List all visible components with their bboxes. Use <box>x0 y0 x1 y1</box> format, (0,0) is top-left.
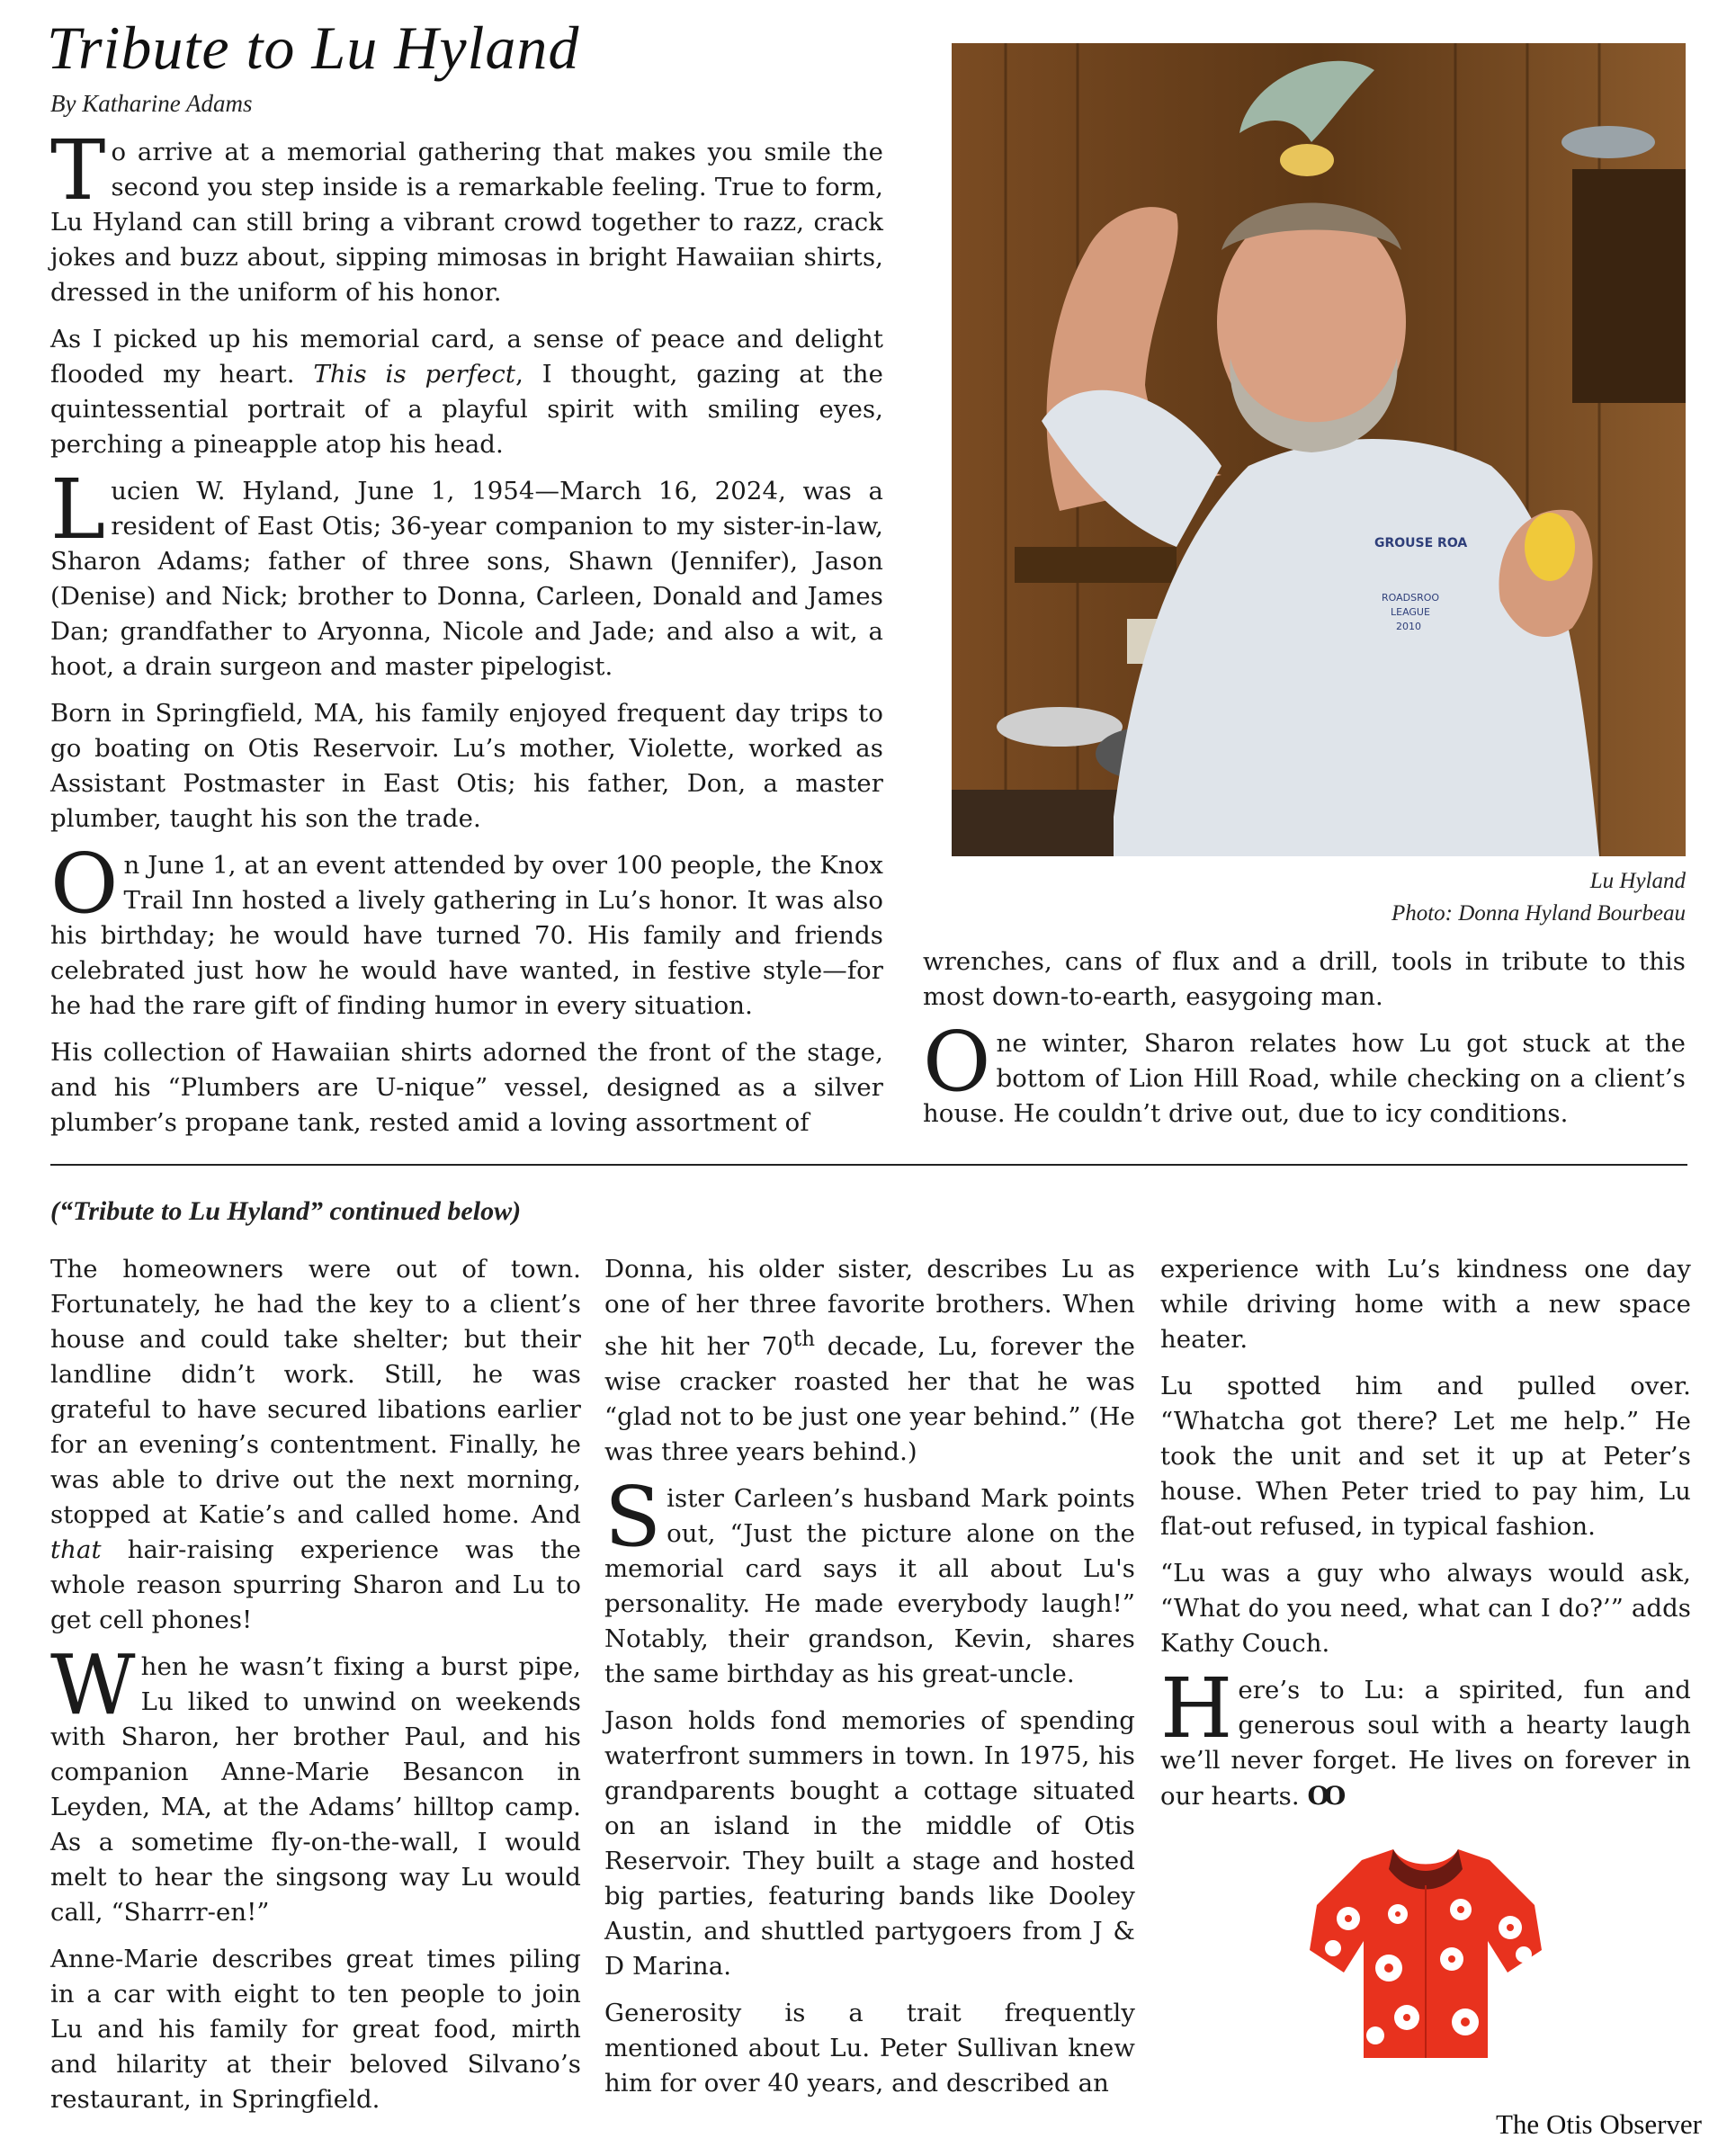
tshirt-print-text: LEAGUE <box>1391 606 1430 618</box>
photo-lu-hyland <box>952 43 1686 856</box>
drop-cap: O <box>923 1014 991 1110</box>
italic-text: This is perfect <box>313 360 516 389</box>
drop-cap: S <box>604 1469 662 1566</box>
hawaiian-shirt-icon <box>1308 1842 1544 2067</box>
article-column-3 <box>1160 1252 1691 1826</box>
drop-cap: H <box>1160 1660 1233 1757</box>
paragraph: Anne-Marie describes great times piling in a car with eight to ten people to join Lu and his family for great food, mirth and hilarity at their beloved Silvano’s restaurant, in Springfield. <box>50 1945 581 2114</box>
paragraph: Jason holds fond memories of spending waterfront summers in town. In 1975, his grandparents bought a cottage situated on an island in the middle of Otis Reservoir. They built a stage and hosted big parties, featuring bands like Dooley Austin, and shuttled partygoers from J & D Marina. <box>604 1706 1135 1982</box>
article-title: Tribute to Lu Hyland <box>47 13 580 82</box>
article-column-1 <box>50 1252 581 2129</box>
paragraph: experience with Lu’s kindness one day while driving home with a new space heater. <box>1160 1255 1691 1354</box>
drop-cap: T <box>50 122 106 219</box>
paragraph: Lucien W. Hyland, June 1, 1954—March 16, 2024, was a resident of East Otis; 36-year companion to my sister-in-law, Sharon Adams; father of three sons, Shawn (Jennifer), Jason (Denise) and Nick; brother to Donna, Carleen, Donald and James Dan; grandfather to Aryonna, Nicole and Jade; and also a wit, a hoot, a drain surgeon and master pipelogist. <box>50 461 883 681</box>
paragraph: To arrive at a memorial gathering that makes you smile the second you step inside is a remarkable feeling. True to form, Lu Hyland can still bring a vibrant crowd together to razz, crack jokes and buzz about, sipping mimosas in bright Hawaiian shirts, dressed in the uniform of his honor. <box>50 122 883 307</box>
paragraph: His collection of Hawaiian shirts adorned the front of the stage, and his “Plumbers are U-nique” vessel, designed as a silver plumber’s propane tank, rested amid a loving assortment of <box>50 1038 883 1137</box>
paragraph: Sister Carleen’s husband Mark points out, “Just the picture alone on the memorial card says it all about Lu's personality. He made everybody laugh!” Notably, their grandson, Kevin, shares the same birthday as his great-uncle. <box>604 1469 1135 1689</box>
publication-name: The Otis Observer <box>1496 2108 1702 2140</box>
paragraph: Generosity is a trait frequently mentioned about Lu. Peter Sullivan knew him for over 40 years, and described an <box>604 1999 1135 2098</box>
paragraph: wrenches, cans of flux and a drill, tools in tribute to this most down-to-earth, easygoing man. <box>923 947 1686 1011</box>
photo-caption: Lu Hyland Photo: Donna Hyland Bourbeau <box>1391 869 1686 926</box>
continued-note: (“Tribute to Lu Hyland” continued below) <box>50 1196 522 1226</box>
paragraph: Here’s to Lu: a spirited, fun and generous soul with a hearty laugh we’ll never forget. He lives on forever in our hearts. OO <box>1160 1660 1691 1811</box>
drop-cap: L <box>50 461 106 558</box>
paragraph: Born in Springfield, MA, his family enjoyed frequent day trips to go boating on Otis Reservoir. Lu’s mother, Violette, worked as Assistant Postmaster in East Otis; his father, Don, a master plumber, taught his son the trade. <box>50 699 883 833</box>
paragraph: When he wasn’t fixing a burst pipe, Lu liked to unwind on weekends with Sharon, her brother Paul, and his companion Anne-Marie Besancon in Leyden, MA, at the Adams’ hilltop camp. As a sometime fly-on-the-wall, I would melt to hear the singsong way Lu would call, “Sharrr-en!” <box>50 1637 581 1927</box>
article-column-top-right <box>923 944 1686 1143</box>
tshirt-print-text: ROADSROO <box>1382 592 1440 604</box>
article-column-top-left <box>50 122 883 1152</box>
paragraph: “Lu was a guy who always would ask, “What do you need, what can I do?’” adds Kathy Couch. <box>1160 1559 1691 1658</box>
drop-cap: O <box>50 836 119 932</box>
tshirt-print-text: GROUSE ROA <box>1374 536 1468 550</box>
end-mark-icon: OO <box>1307 1781 1341 1811</box>
portrait-illustration <box>952 43 1686 856</box>
paragraph: As I picked up his memorial card, a sense of peace and delight flooded my heart. This is perfect, I thought, gazing at the quintessential portrait of a playful spirit with smiling eyes, perching a pineapple atop his head. <box>50 325 883 459</box>
paragraph: One winter, Sharon relates how Lu got stuck at the bottom of Lion Hill Road, while checking on a client’s house. He couldn’t drive out, due to icy conditions. <box>923 1014 1686 1128</box>
article-byline: By Katharine Adams <box>50 90 253 117</box>
paragraph: The homeowners were out of town. Fortunately, he had the key to a client’s house and could take shelter; but their landline didn’t work. Still, he was grateful to have secured libations earlier for an evening’s contentment. Finally, he was able to drive out the next morning, stopped at Katie’s and called home. And that hair-raising experience was the whole reason spurring Sharon and Lu to get cell phones! <box>50 1255 581 1634</box>
paragraph: On June 1, at an event attended by over 100 people, the Knox Trail Inn hosted a lively gathering in Lu’s honor. It was also his birthday; he would have turned 70. His family and friends celebrated just how he would have wanted, in festive style—for he had the rare gift of finding humor in every situation. <box>50 836 883 1020</box>
tshirt-print-text: 2010 <box>1396 621 1421 632</box>
article-column-2 <box>604 1252 1135 2113</box>
section-divider <box>50 1164 1687 1166</box>
paragraph: Donna, his older sister, describes Lu as one of her three favorite brothers. When she hit her 70th decade, Lu, forever the wise cracker roasted her that he was “glad not to be just one year behind.” (He was three years behind.) <box>604 1255 1135 1467</box>
paragraph: Lu spotted him and pulled over. “Whatcha got there? Let me help.” He took the unit and set it up at Peter’s house. When Peter tried to pay him, Lu flat-out refused, in typical fashion. <box>1160 1372 1691 1541</box>
drop-cap: W <box>50 1637 136 1733</box>
italic-text: that <box>50 1535 102 1564</box>
